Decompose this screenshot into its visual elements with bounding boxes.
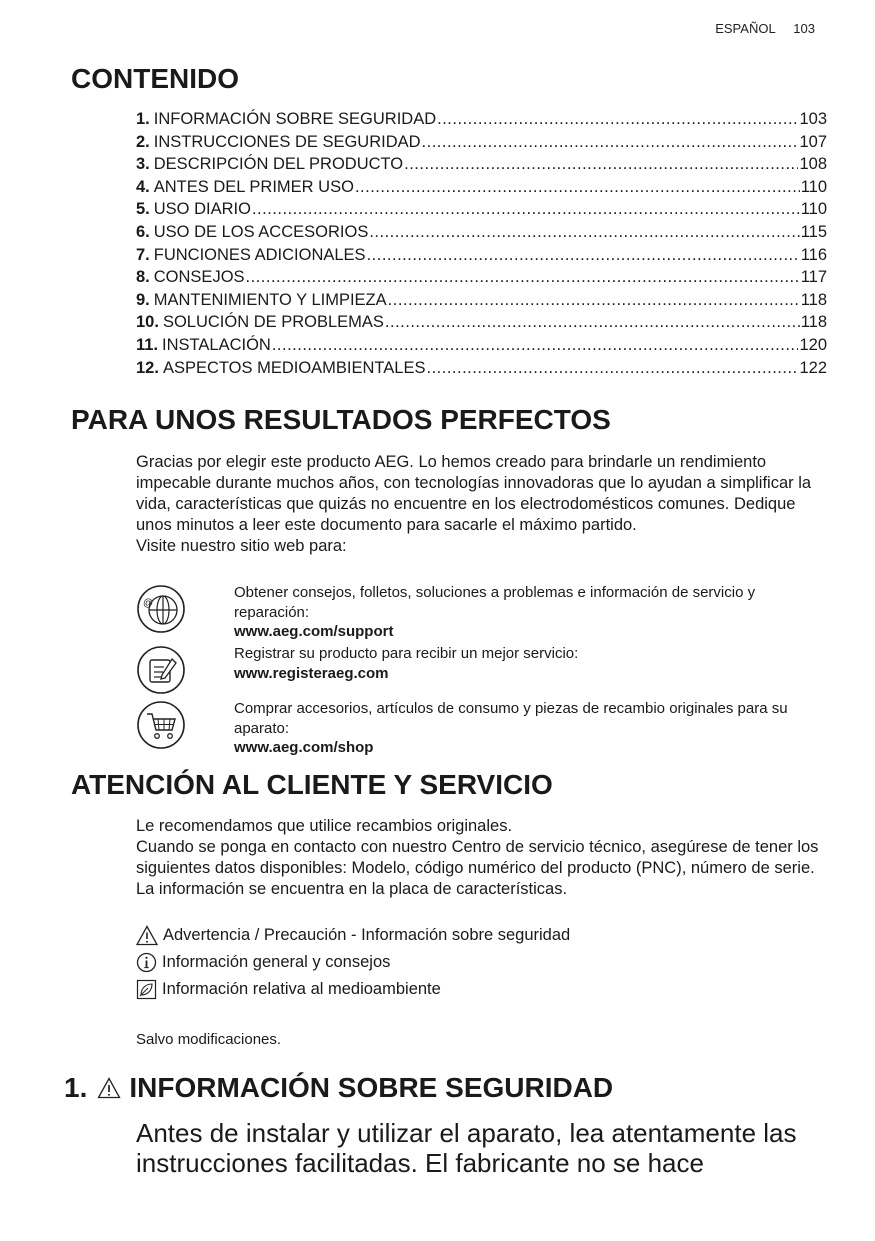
toc-page: 117 — [800, 268, 827, 287]
globe-icon — [136, 584, 186, 634]
service-line-1: Le recomendamos que utilice recambios originales. — [136, 817, 513, 835]
register-link-text — [234, 644, 824, 683]
legend-info-text: Información general y consejos — [162, 953, 391, 971]
toc-page: 122 — [799, 358, 827, 377]
page-number: 103 — [793, 21, 815, 36]
toc-item[interactable] — [136, 291, 827, 314]
toc-number: 8. — [136, 268, 150, 287]
toc-page: 115 — [800, 222, 827, 241]
toc-label: USO DE LOS ACCESORIOS — [153, 222, 369, 241]
toc-number: 9. — [136, 290, 150, 309]
modifications-note: Salvo modificaciones. — [136, 1031, 282, 1048]
toc-item[interactable] — [136, 110, 827, 133]
toc-page: 108 — [799, 155, 827, 174]
register-url[interactable]: www.registeraeg.com — [234, 664, 389, 682]
register-icon — [136, 645, 186, 695]
legend-environment-text: Información relativa al medioambiente — [162, 980, 441, 998]
toc-item[interactable] — [136, 200, 827, 223]
toc-item[interactable] — [136, 359, 827, 382]
toc-page: 118 — [800, 290, 827, 309]
toc-item[interactable] — [136, 178, 827, 201]
toc-page: 107 — [799, 132, 827, 151]
toc-label: INFORMACIÓN SOBRE SEGURIDAD — [153, 110, 437, 128]
visit-text: Visite nuestro sitio web para: — [136, 537, 347, 555]
page-header — [715, 21, 815, 36]
toc-number: 4. — [136, 177, 150, 196]
toc-item[interactable] — [136, 223, 827, 246]
toc-page: 120 — [799, 335, 827, 354]
toc-item[interactable] — [136, 268, 827, 291]
cart-icon — [136, 700, 186, 750]
toc-page: 116 — [800, 245, 827, 264]
toc-item[interactable] — [136, 336, 827, 359]
toc-number: 12. — [136, 358, 159, 377]
results-title: PARA UNOS RESULTADOS PERFECTOS — [71, 404, 611, 435]
toc-label: USO DIARIO — [153, 200, 251, 219]
info-icon — [136, 952, 157, 973]
support-link-text — [234, 583, 824, 642]
leaf-icon — [136, 979, 157, 1000]
toc-label: ANTES DEL PRIMER USO — [153, 177, 354, 196]
toc-label: DESCRIPCIÓN DEL PRODUCTO — [153, 155, 404, 174]
language-label: ESPAÑOL — [715, 21, 776, 36]
service-body — [136, 816, 826, 900]
toc-item[interactable] — [136, 155, 827, 178]
service-title: ATENCIÓN AL CLIENTE Y SERVICIO — [71, 769, 553, 800]
shop-link-text — [234, 699, 824, 758]
legend-warning-text: Advertencia / Precaución - Información sobre seguridad — [163, 926, 571, 944]
shop-url[interactable]: www.aeg.com/shop — [234, 739, 374, 756]
toc-item[interactable] — [136, 313, 827, 336]
toc-number: 1. — [136, 110, 150, 128]
shop-description: Comprar accesorios, artículos de consumo y piezas de recambio originales para su aparato: — [234, 700, 788, 737]
support-description: Obtener consejos, folletos, soluciones a problemas e información de servicio y reparación: — [234, 584, 756, 621]
toc-page: 110 — [800, 200, 827, 219]
table-of-contents — [136, 110, 827, 381]
toc-number: 5. — [136, 200, 150, 219]
toc-number: 11. — [136, 335, 159, 354]
toc-page: 110 — [800, 177, 827, 196]
results-paragraph: Gracias por elegir este producto AEG. Lo hemos creado para brindarle un rendimiento impecable durante muchos años, con tecnologías innovadoras que lo ayudan a simplificar la vida, características que quizás no encuentre en los electrodomésticos comunes. Dedique unos minutos a leer este documento para sacarle el máximo partido. — [136, 453, 812, 534]
toc-label: SOLUCIÓN DE PROBLEMAS — [162, 313, 384, 332]
toc-label: FUNCIONES ADICIONALES — [153, 245, 366, 264]
contents-title: CONTENIDO — [71, 63, 239, 94]
toc-number: 10. — [136, 313, 159, 332]
toc-item[interactable] — [136, 246, 827, 269]
safety-intro: Antes de instalar y utilizar el aparato, lea atentamente las instrucciones facilitadas. El fabricante no se hace — [136, 1118, 797, 1178]
toc-number: 6. — [136, 222, 150, 241]
toc-item[interactable] — [136, 133, 827, 156]
toc-label: INSTALACIÓN — [162, 335, 271, 354]
svg-text:@: @ — [143, 598, 154, 609]
toc-label: CONSEJOS — [153, 268, 245, 287]
results-body — [136, 452, 826, 557]
safety-heading — [64, 1072, 613, 1104]
warning-icon — [136, 925, 158, 946]
toc-page: 103 — [799, 110, 827, 128]
toc-number: 7. — [136, 245, 150, 264]
warning-icon — [97, 1077, 121, 1099]
support-url[interactable]: www.aeg.com/support — [234, 623, 394, 640]
safety-number: 1. — [64, 1072, 88, 1103]
service-line-2: Cuando se ponga en contacto con nuestro Centro de servicio técnico, asegúrese de tener los siguientes datos disponibles: Modelo, código numérico del producto (PNC), número de serie. — [136, 838, 819, 877]
safety-title: INFORMACIÓN SOBRE SEGURIDAD — [129, 1072, 614, 1103]
service-line-3: La información se encuentra en la placa de características. — [136, 880, 568, 898]
legend-warning — [136, 925, 570, 946]
toc-number: 2. — [136, 132, 150, 151]
register-description: Registrar su producto para recibir un mejor servicio: — [234, 645, 579, 662]
legend-info — [136, 952, 390, 973]
toc-label: ASPECTOS MEDIOAMBIENTALES — [162, 358, 426, 377]
toc-label: INSTRUCCIONES DE SEGURIDAD — [153, 132, 421, 151]
toc-number: 3. — [136, 155, 150, 174]
legend-environment — [136, 979, 441, 1000]
toc-page: 118 — [800, 313, 827, 332]
toc-label: MANTENIMIENTO Y LIMPIEZA — [153, 290, 387, 309]
